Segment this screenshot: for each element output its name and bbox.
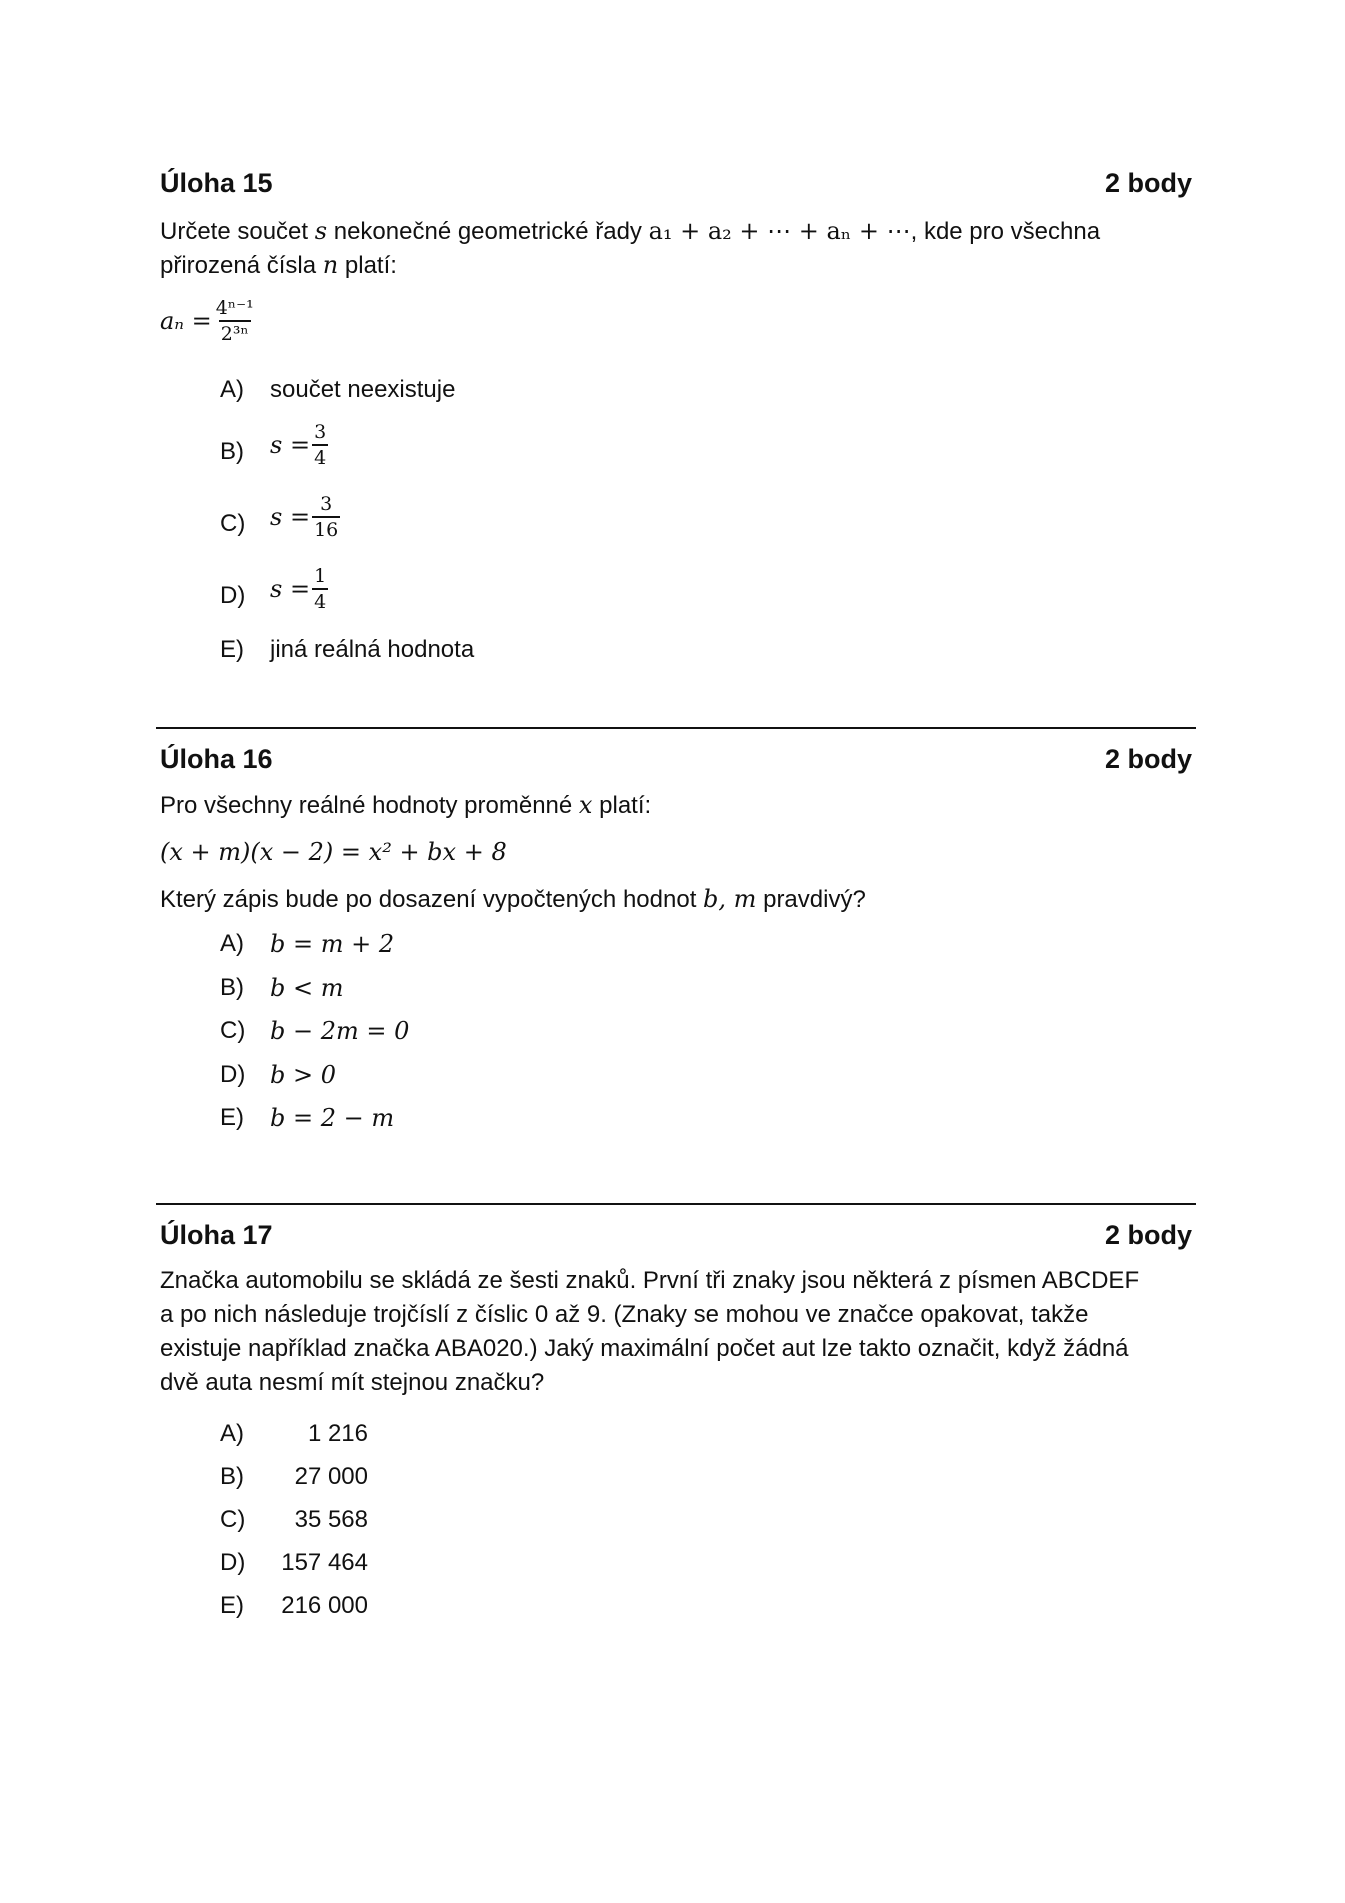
- task-statement-line: existuje například značka ABA020.) Jaký maximální počet aut lze takto označit, když žádná: [160, 1335, 1129, 1362]
- option-d[interactable]: [160, 1061, 760, 1095]
- option-text: jiná reálná hodnota: [270, 636, 475, 663]
- formula-denominator: 2³ⁿ: [219, 320, 251, 346]
- option-e[interactable]: [160, 1104, 760, 1138]
- option-a[interactable]: [160, 930, 760, 964]
- option-lhs: s =: [270, 503, 311, 531]
- option-text: 35 568: [294, 1506, 368, 1533]
- task-title: Úloha 15: [160, 168, 273, 198]
- option-label: C): [220, 1017, 246, 1044]
- task-header: [160, 744, 1192, 784]
- task-points: 2 body: [1104, 1220, 1192, 1250]
- option-label: A): [220, 1420, 244, 1447]
- option-lhs: s =: [270, 575, 311, 603]
- task-statement-line: a po nich následuje trojčíslí z číslic 0 až 9. (Znaky se mohou ve značce opakovat, takže: [160, 1301, 1089, 1328]
- option-d[interactable]: [160, 564, 760, 624]
- option-label: E): [220, 1104, 244, 1131]
- option-label: D): [220, 582, 246, 609]
- formula-numerator: 4ⁿ⁻¹: [215, 297, 254, 319]
- option-text: 216 000: [281, 1592, 368, 1619]
- option-c[interactable]: [160, 492, 760, 552]
- option-text: 157 464: [281, 1549, 368, 1576]
- section-divider: [156, 727, 1196, 729]
- task-statement-line-2: přirozená čísla n platí:: [160, 251, 397, 279]
- formula-an: [160, 296, 258, 346]
- option-label: E): [220, 1592, 244, 1619]
- option-c[interactable]: [160, 1506, 760, 1540]
- option-label: E): [220, 636, 244, 663]
- task-header: [160, 1220, 1192, 1260]
- equation: (x + m)(x − 2) = x² + bx + 8: [160, 838, 507, 866]
- task-header: [160, 168, 1192, 208]
- option-e[interactable]: [160, 636, 760, 670]
- option-fraction: $\frac{1}{4}$: [314, 565, 327, 613]
- series-expression: a₁ + a₂ + ⋯ + aₙ + ⋯: [648, 217, 911, 245]
- option-c[interactable]: [160, 1017, 760, 1051]
- option-b[interactable]: [160, 420, 760, 480]
- option-text: součet neexistuje: [270, 376, 456, 403]
- variable-n: n: [322, 251, 339, 279]
- option-fraction: $\frac{3}{16}$: [314, 493, 339, 541]
- option-label: D): [220, 1549, 246, 1576]
- option-b[interactable]: [160, 1463, 760, 1497]
- option-fraction: $\frac{3}{4}$: [314, 421, 327, 469]
- variable-s: s: [314, 217, 328, 245]
- option-text: 27 000: [294, 1463, 368, 1490]
- option-text: b < m: [270, 974, 344, 1002]
- option-label: C): [220, 1506, 246, 1533]
- option-label: D): [220, 1061, 246, 1088]
- option-d[interactable]: [160, 1549, 760, 1583]
- formula-fraction: [214, 296, 256, 346]
- option-text: b = 2 − m: [270, 1104, 395, 1132]
- option-label: A): [220, 376, 244, 403]
- option-text: b > 0: [270, 1061, 336, 1089]
- formula-lhs: aₙ =: [160, 307, 212, 335]
- option-b[interactable]: [160, 974, 760, 1008]
- option-a[interactable]: [160, 1420, 760, 1454]
- option-label: C): [220, 510, 246, 537]
- task-points: 2 body: [1104, 744, 1192, 774]
- option-text: 1 216: [307, 1420, 368, 1447]
- task-question: Který zápis bude po dosazení vypočtených hodnot b, m pravdivý?: [160, 885, 866, 913]
- task-statement-line: dvě auta nesmí mít stejnou značku?: [160, 1369, 545, 1396]
- task-statement-line: Značka automobilu se skládá ze šesti znaků. První tři znaky jsou některá z písmen ABCDEF: [160, 1267, 1140, 1294]
- task-statement: Určete součet s nekonečné geometrické řady a₁ + a₂ + ⋯ + aₙ + ⋯, kde pro všechna: [160, 217, 1101, 245]
- variable-x: x: [578, 791, 593, 819]
- option-label: B): [220, 974, 244, 1001]
- option-text: b − 2m = 0: [270, 1017, 410, 1045]
- task-points: 2 body: [1104, 168, 1192, 198]
- variables-b-m: b, m: [703, 885, 757, 913]
- task-title: Úloha 17: [160, 1220, 273, 1250]
- task-title: Úloha 16: [160, 744, 273, 774]
- option-text: b = m + 2: [270, 930, 395, 958]
- option-label: A): [220, 930, 244, 957]
- option-a[interactable]: [160, 376, 760, 410]
- option-label: B): [220, 438, 244, 465]
- task-statement: Pro všechny reálné hodnoty proměnné x platí:: [160, 791, 652, 819]
- option-label: B): [220, 1463, 244, 1490]
- option-lhs: s =: [270, 431, 311, 459]
- option-e[interactable]: [160, 1592, 760, 1626]
- section-divider: [156, 1203, 1196, 1205]
